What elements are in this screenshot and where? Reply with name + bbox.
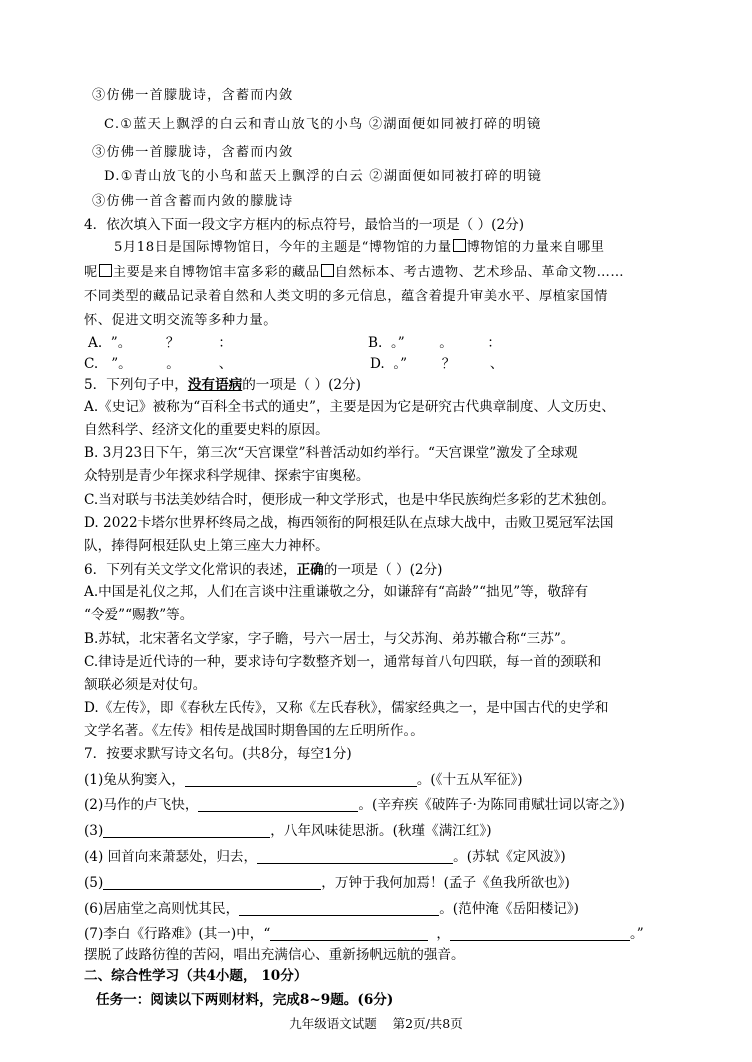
q7-item-5: (5) ，万钟于我何加焉！(孟子《鱼我所欲也》) — [84, 875, 570, 891]
q6-option-a-1: A.中国是礼仪之邦，人们在言谈中注重谦敬之分，如谦辞有“高龄”“拙见”等，敬辞有 — [84, 584, 589, 600]
q7-stem: 7．按要求默写诗文名句。(共8分，每空1分) — [84, 746, 352, 762]
q4-option-c: C. ”。 。 、 — [84, 356, 233, 372]
q5-option-a-1: A.《史记》被称为“百科全书式的通史”，主要是因为它是研究古代典章制度、人文历史、 — [84, 399, 616, 415]
answer-blank — [198, 797, 358, 812]
punct-box-2 — [99, 264, 112, 277]
q4-passage-line-1: 5月18日是国际博物馆日，今年的主题是“博物馆的力量 博物馆的力量来自哪里 — [114, 240, 605, 255]
answer-blank — [185, 772, 417, 787]
q4-passage-line-4: 怀、促进文明交流等多种力量。 — [84, 313, 278, 328]
answer-blank — [450, 926, 630, 941]
answer-blank — [239, 901, 439, 916]
answer-blank — [103, 875, 321, 890]
q5-option-d-1: D. 2022卡塔尔世界杯终局之战，梅西领衔的阿根廷队在点球大战中，击败卫冕冠军法国 — [84, 515, 614, 531]
q4-option-a: A. ”。 ？ ： — [88, 335, 232, 351]
q3-line-3-d: ③仿佛一首含蓄而内敛的朦胧诗 — [92, 194, 294, 209]
q3-line-3: ③仿佛一首朦胧诗，含蓄而内敛 — [92, 88, 294, 103]
page-footer: 九年级语文试题 第2页/共8页 — [289, 1016, 463, 1031]
q4-passage-line-3: 不同类型的藏品记录着自然和人类文明的多元信息，蕴含着提升审美水平、厚植家国情 — [84, 289, 608, 304]
section-heading: 二、综合性学习（共4小题， 10分） — [84, 968, 308, 984]
q5-option-a-2: 自然科学、经济文化的重要史料的原因。 — [84, 422, 329, 438]
q3-line-3-c: ③仿佛一首朦胧诗，含蓄而内敛 — [92, 145, 294, 160]
q6-option-c-1: C.律诗是近代诗的一种，要求诗句字数整齐划一，通常每首八句四联，每一首的颈联和 — [84, 654, 602, 670]
q3-option-c: C.①蓝天上飘浮的白云和青山放飞的小鸟 ②湖面便如同被打碎的明镜 — [104, 117, 542, 132]
q7-item-3: (3) ，八年风味徒思浙。(秋瑾《满江红》) — [84, 823, 492, 839]
q7-item-4: (4) 回首向来萧瑟处，归去， 。(苏轼《定风波》) — [84, 849, 566, 865]
task-heading: 任务一：阅读以下两则材料，完成8~9题。(6分) — [96, 992, 394, 1008]
q4-option-d: D. 。” ？ 、 — [370, 356, 504, 372]
punct-box-3 — [321, 264, 334, 277]
q4-stem: 4．依次填入下面一段文字方框内的标点符号，最恰当的一项是（ ）(2分) — [84, 217, 525, 233]
q7-item-2: (2)马作的卢飞快， 。(辛弃疾《破阵子·为陈同甫赋壮词以寄之》) — [84, 797, 625, 813]
q7-item-7-cont: 摆脱了歧路彷徨的苦闷，唱出充满信心、重新扬帆远航的强音。 — [84, 947, 465, 963]
q6-option-c-2: 颔联必须是对仗句。 — [84, 677, 207, 693]
q6-stem: 6．下列有关文学文化常识的表述，正确的一项是（ ）(2分) — [84, 562, 443, 578]
q6-option-a-2: “令爱”“赐教”等。 — [84, 607, 194, 623]
q5-option-b-2: 众特别是青少年探求科学规律、探索宇宙奥秘。 — [84, 468, 370, 484]
q5-stem: 5．下列句子中，没有语病的一项是（ ）(2分) — [84, 377, 361, 393]
q5-option-b-1: B. 3月23日下午，第三次“天宫课堂”科普活动如约举行。“天宫课堂”激发了全球观 — [84, 445, 578, 461]
q7-item-7: (7)李白《行路难》(其一)中，“ ， 。” — [84, 926, 644, 942]
q5-option-d-2: 队，捧得阿根廷队史上第三座大力神杯。 — [84, 538, 329, 554]
q6-option-b: B.苏轼，北宋著名文学家，字子瞻，号六一居士，与父苏洵、弟苏辙合称“三苏”。 — [84, 631, 575, 647]
q3-option-d: D.①青山放飞的小鸟和蓝天上飘浮的白云 ②湖面便如同被打碎的明镜 — [104, 169, 542, 184]
answer-blank — [270, 926, 428, 941]
q6-option-d-1: D.《左传》，即《春秋左氏传》，又称《左氏春秋》，儒家经典之一，是中国古代的史学和 — [84, 700, 609, 716]
q4-option-b: B. 。” 。 ： — [368, 335, 502, 351]
q5-option-c: C.当对联与书法美妙结合时，便形成一种文学形式，也是中华民族绚烂多彩的艺术独创。 — [84, 492, 615, 508]
answer-blank — [257, 849, 453, 864]
q7-item-6: (6)居庙堂之高则忧其民， 。(范仲淹《岳阳楼记》) — [84, 901, 579, 917]
q6-option-d-2: 文学名著。《左传》相传是战国时期鲁国的左丘明所作。。 — [84, 723, 424, 739]
q7-item-1: (1)兔从狗窦入， 。(《十五从军征》) — [84, 772, 523, 788]
punct-box-1 — [453, 239, 466, 252]
q4-passage-line-2: 呢 主要是来自博物馆丰富多彩的藏品 自然标本、考古遗物、艺术珍品、革命文物…… — [84, 265, 625, 280]
answer-blank — [103, 823, 270, 838]
